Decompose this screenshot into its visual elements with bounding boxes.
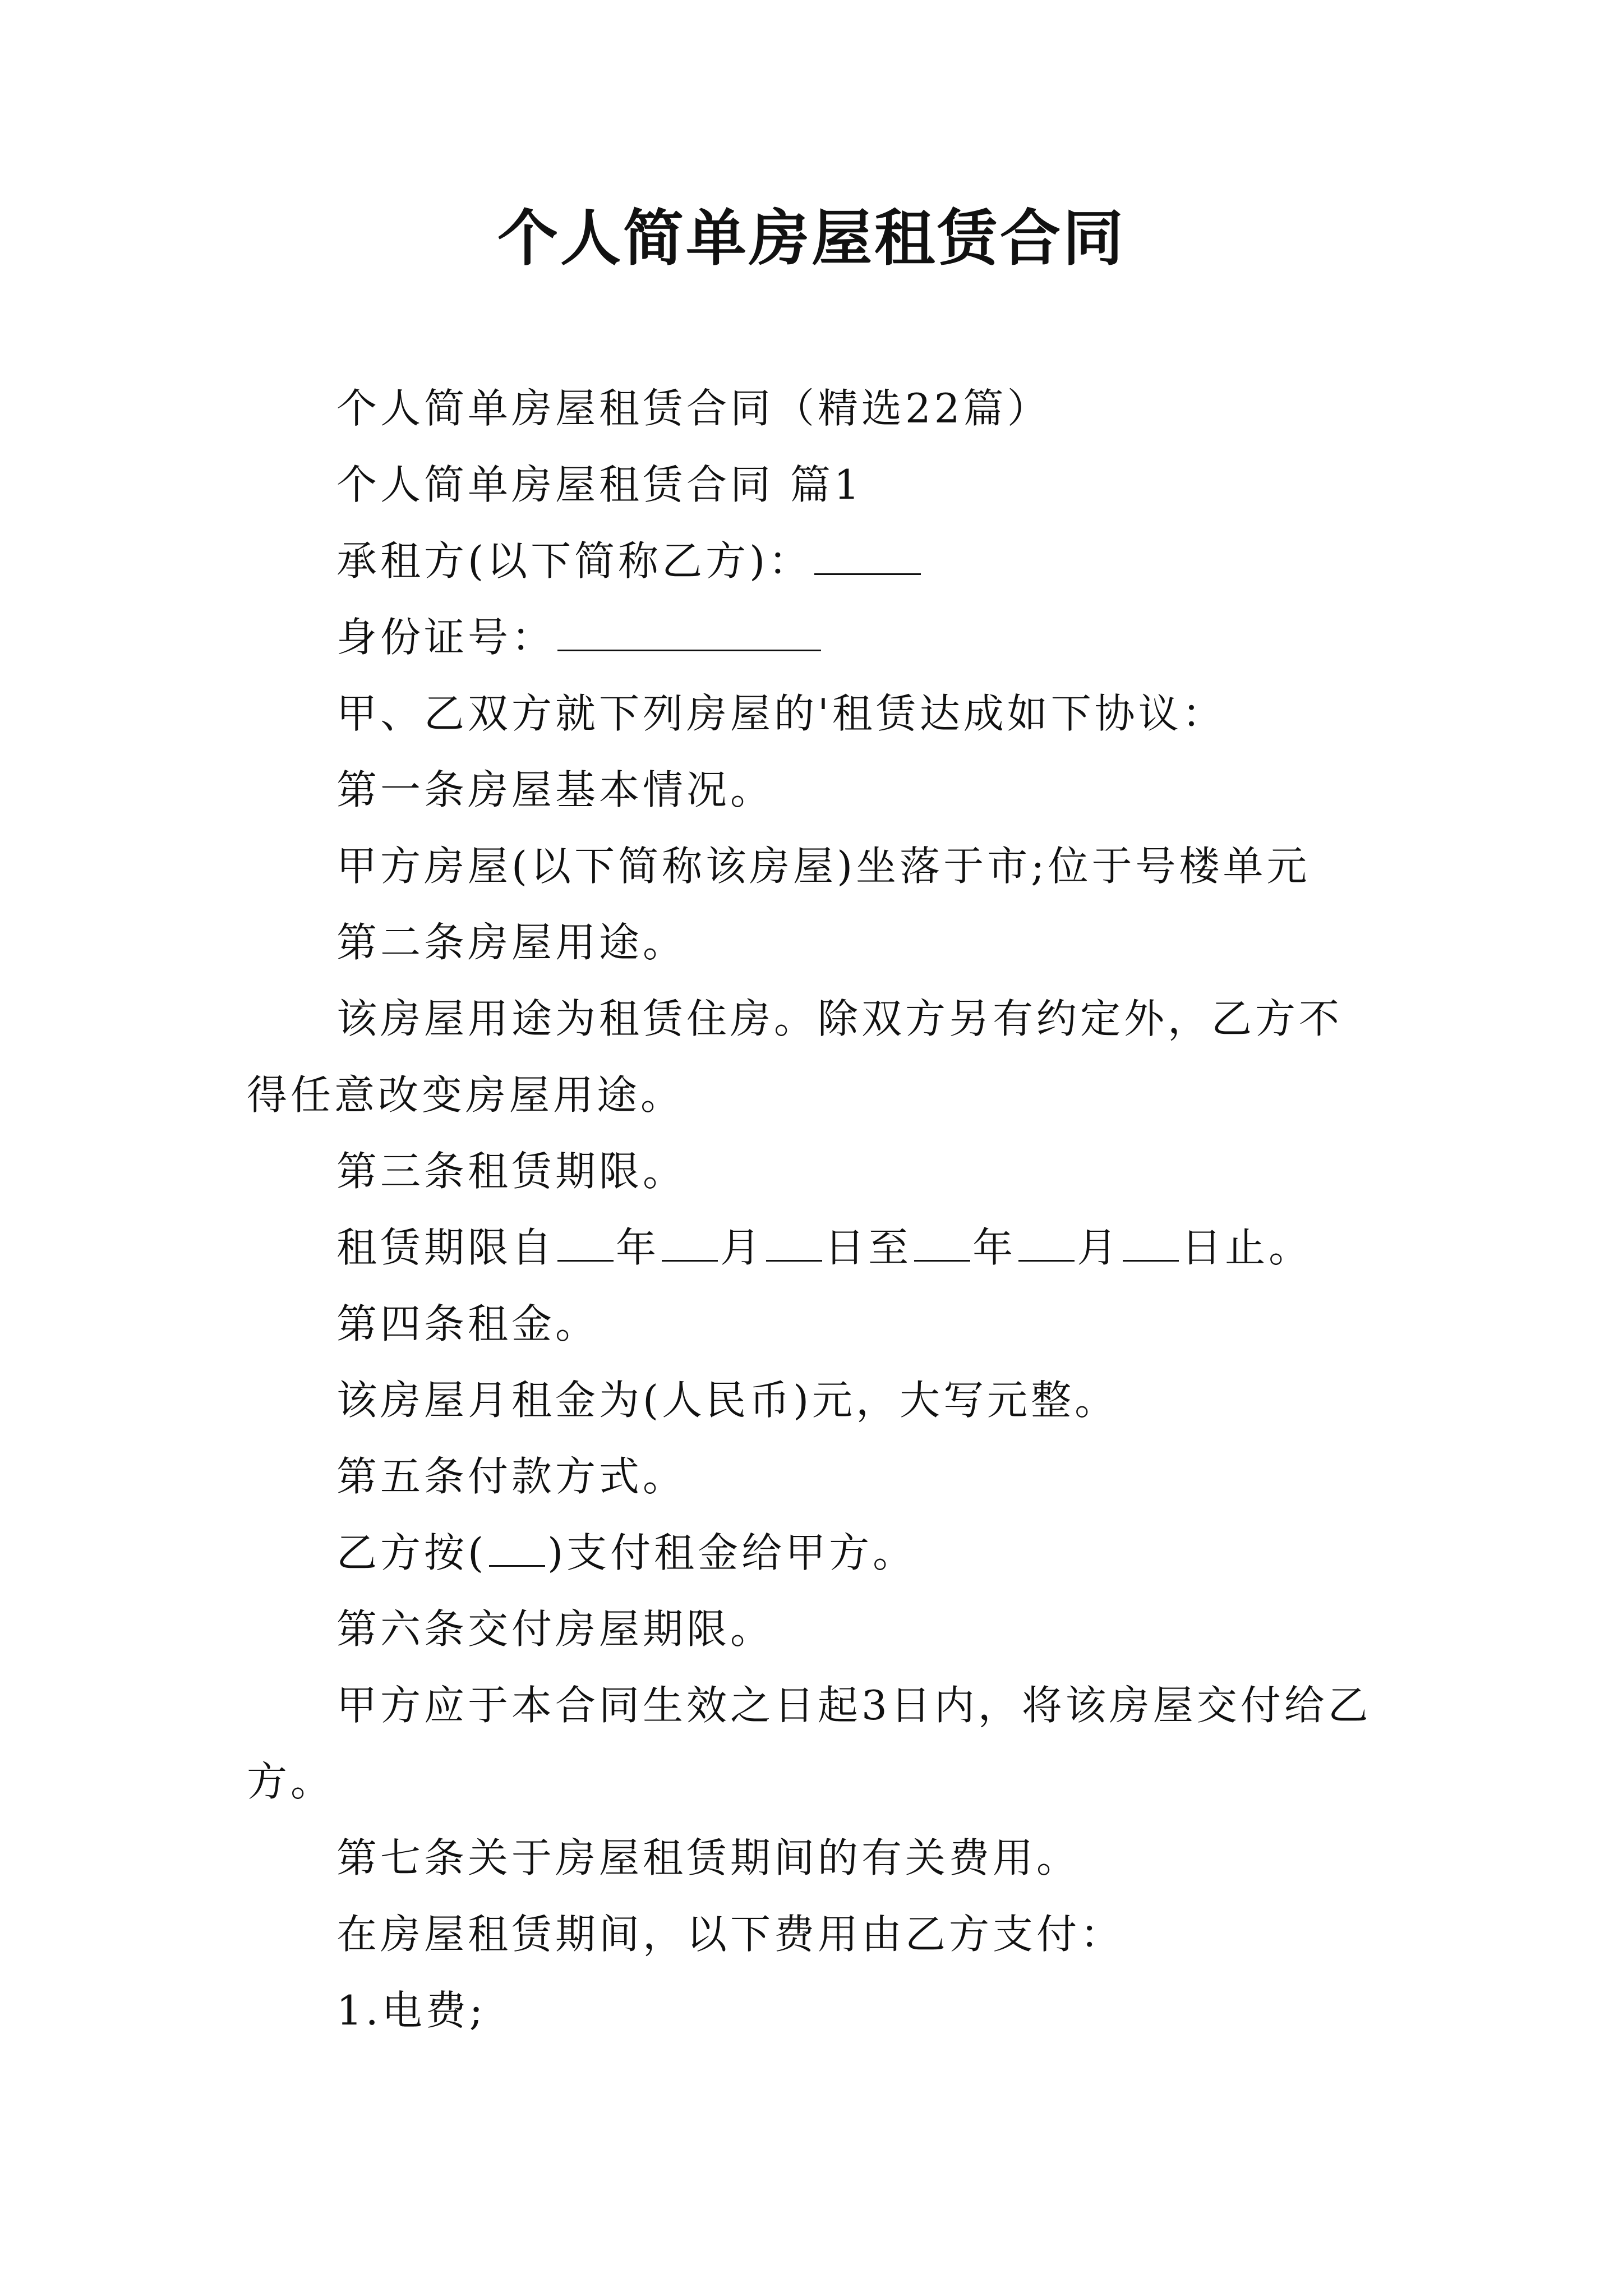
paragraph-article-2: 第二条房屋用途。 bbox=[336, 919, 687, 966]
lease-start-year-label: 年 bbox=[616, 1224, 660, 1271]
paragraph-id-number bbox=[247, 599, 1380, 675]
paragraph-property-location: 甲方房屋(以下简称该房屋)坐落于市;位于号楼单元 bbox=[336, 843, 1311, 890]
paragraph-subtitle: 个人简单房屋租赁合同（精选22篇） bbox=[336, 385, 1051, 432]
lease-start-year-blank bbox=[557, 1220, 614, 1262]
document-body bbox=[247, 370, 1380, 2049]
lessee-blank bbox=[814, 533, 921, 575]
lease-end-month-blank bbox=[1018, 1220, 1075, 1262]
paragraph-delivery-term: 甲方应于本合同生效之日起3日内，将该房屋交付给乙方。 bbox=[247, 1682, 1372, 1805]
lease-start-month-blank bbox=[662, 1220, 718, 1262]
lease-start-month-label: 月 bbox=[720, 1224, 764, 1271]
lease-end-month-label: 月 bbox=[1077, 1224, 1121, 1271]
paragraph-lease-term bbox=[247, 1209, 1380, 1286]
lessee-label: 承租方(以下简称乙方)： bbox=[336, 537, 813, 585]
paragraph-article-6: 第六条交付房屋期限。 bbox=[336, 1605, 774, 1653]
id-number-blank bbox=[557, 609, 821, 651]
paragraph-section-heading: 个人简单房屋租赁合同 篇1 bbox=[336, 461, 863, 508]
paragraph-article-1: 第一条房屋基本情况。 bbox=[336, 766, 774, 813]
lease-end-year-blank bbox=[914, 1220, 970, 1262]
lease-term-prefix: 租赁期限自 bbox=[336, 1224, 556, 1271]
lease-end-day-label: 日止。 bbox=[1181, 1224, 1313, 1271]
paragraph-article-7: 第七条关于房屋租赁期间的有关费用。 bbox=[336, 1834, 1081, 1881]
payment-suffix: )支付租金给甲方。 bbox=[547, 1529, 917, 1576]
paragraph-payment-method bbox=[247, 1515, 1380, 1591]
paragraph-fee-electricity: 1.电费; bbox=[336, 1987, 486, 2034]
paragraph-article-5: 第五条付款方式。 bbox=[336, 1453, 687, 1500]
lease-start-day-label: 日至 bbox=[824, 1224, 912, 1271]
paragraph-agreement: 甲、乙双方就下列房屋的'租赁达成如下协议： bbox=[336, 690, 1226, 737]
document-title: 个人简单房屋租赁合同 bbox=[497, 203, 1126, 274]
paragraph-article-3: 第三条租赁期限。 bbox=[336, 1148, 687, 1195]
paragraph-fees-intro: 在房屋租赁期间，以下费用由乙方支付： bbox=[336, 1911, 1124, 1958]
paragraph-property-use: 该房屋用途为租赁住房。除双方另有约定外，乙方不得任意改变房屋用途。 bbox=[247, 995, 1343, 1119]
paragraph-rent-amount: 该房屋月租金为(人民币)元，大写元整。 bbox=[336, 1377, 1119, 1424]
lease-end-day-blank bbox=[1123, 1220, 1179, 1262]
paragraph-article-4: 第四条租金。 bbox=[336, 1300, 600, 1347]
payment-prefix: 乙方按( bbox=[336, 1529, 487, 1576]
lease-end-year-label: 年 bbox=[972, 1224, 1017, 1271]
payment-method-blank bbox=[489, 1525, 545, 1567]
id-number-label: 身份证号： bbox=[336, 614, 556, 661]
paragraph-lessee bbox=[247, 523, 1380, 599]
lease-start-day-blank bbox=[766, 1220, 822, 1262]
